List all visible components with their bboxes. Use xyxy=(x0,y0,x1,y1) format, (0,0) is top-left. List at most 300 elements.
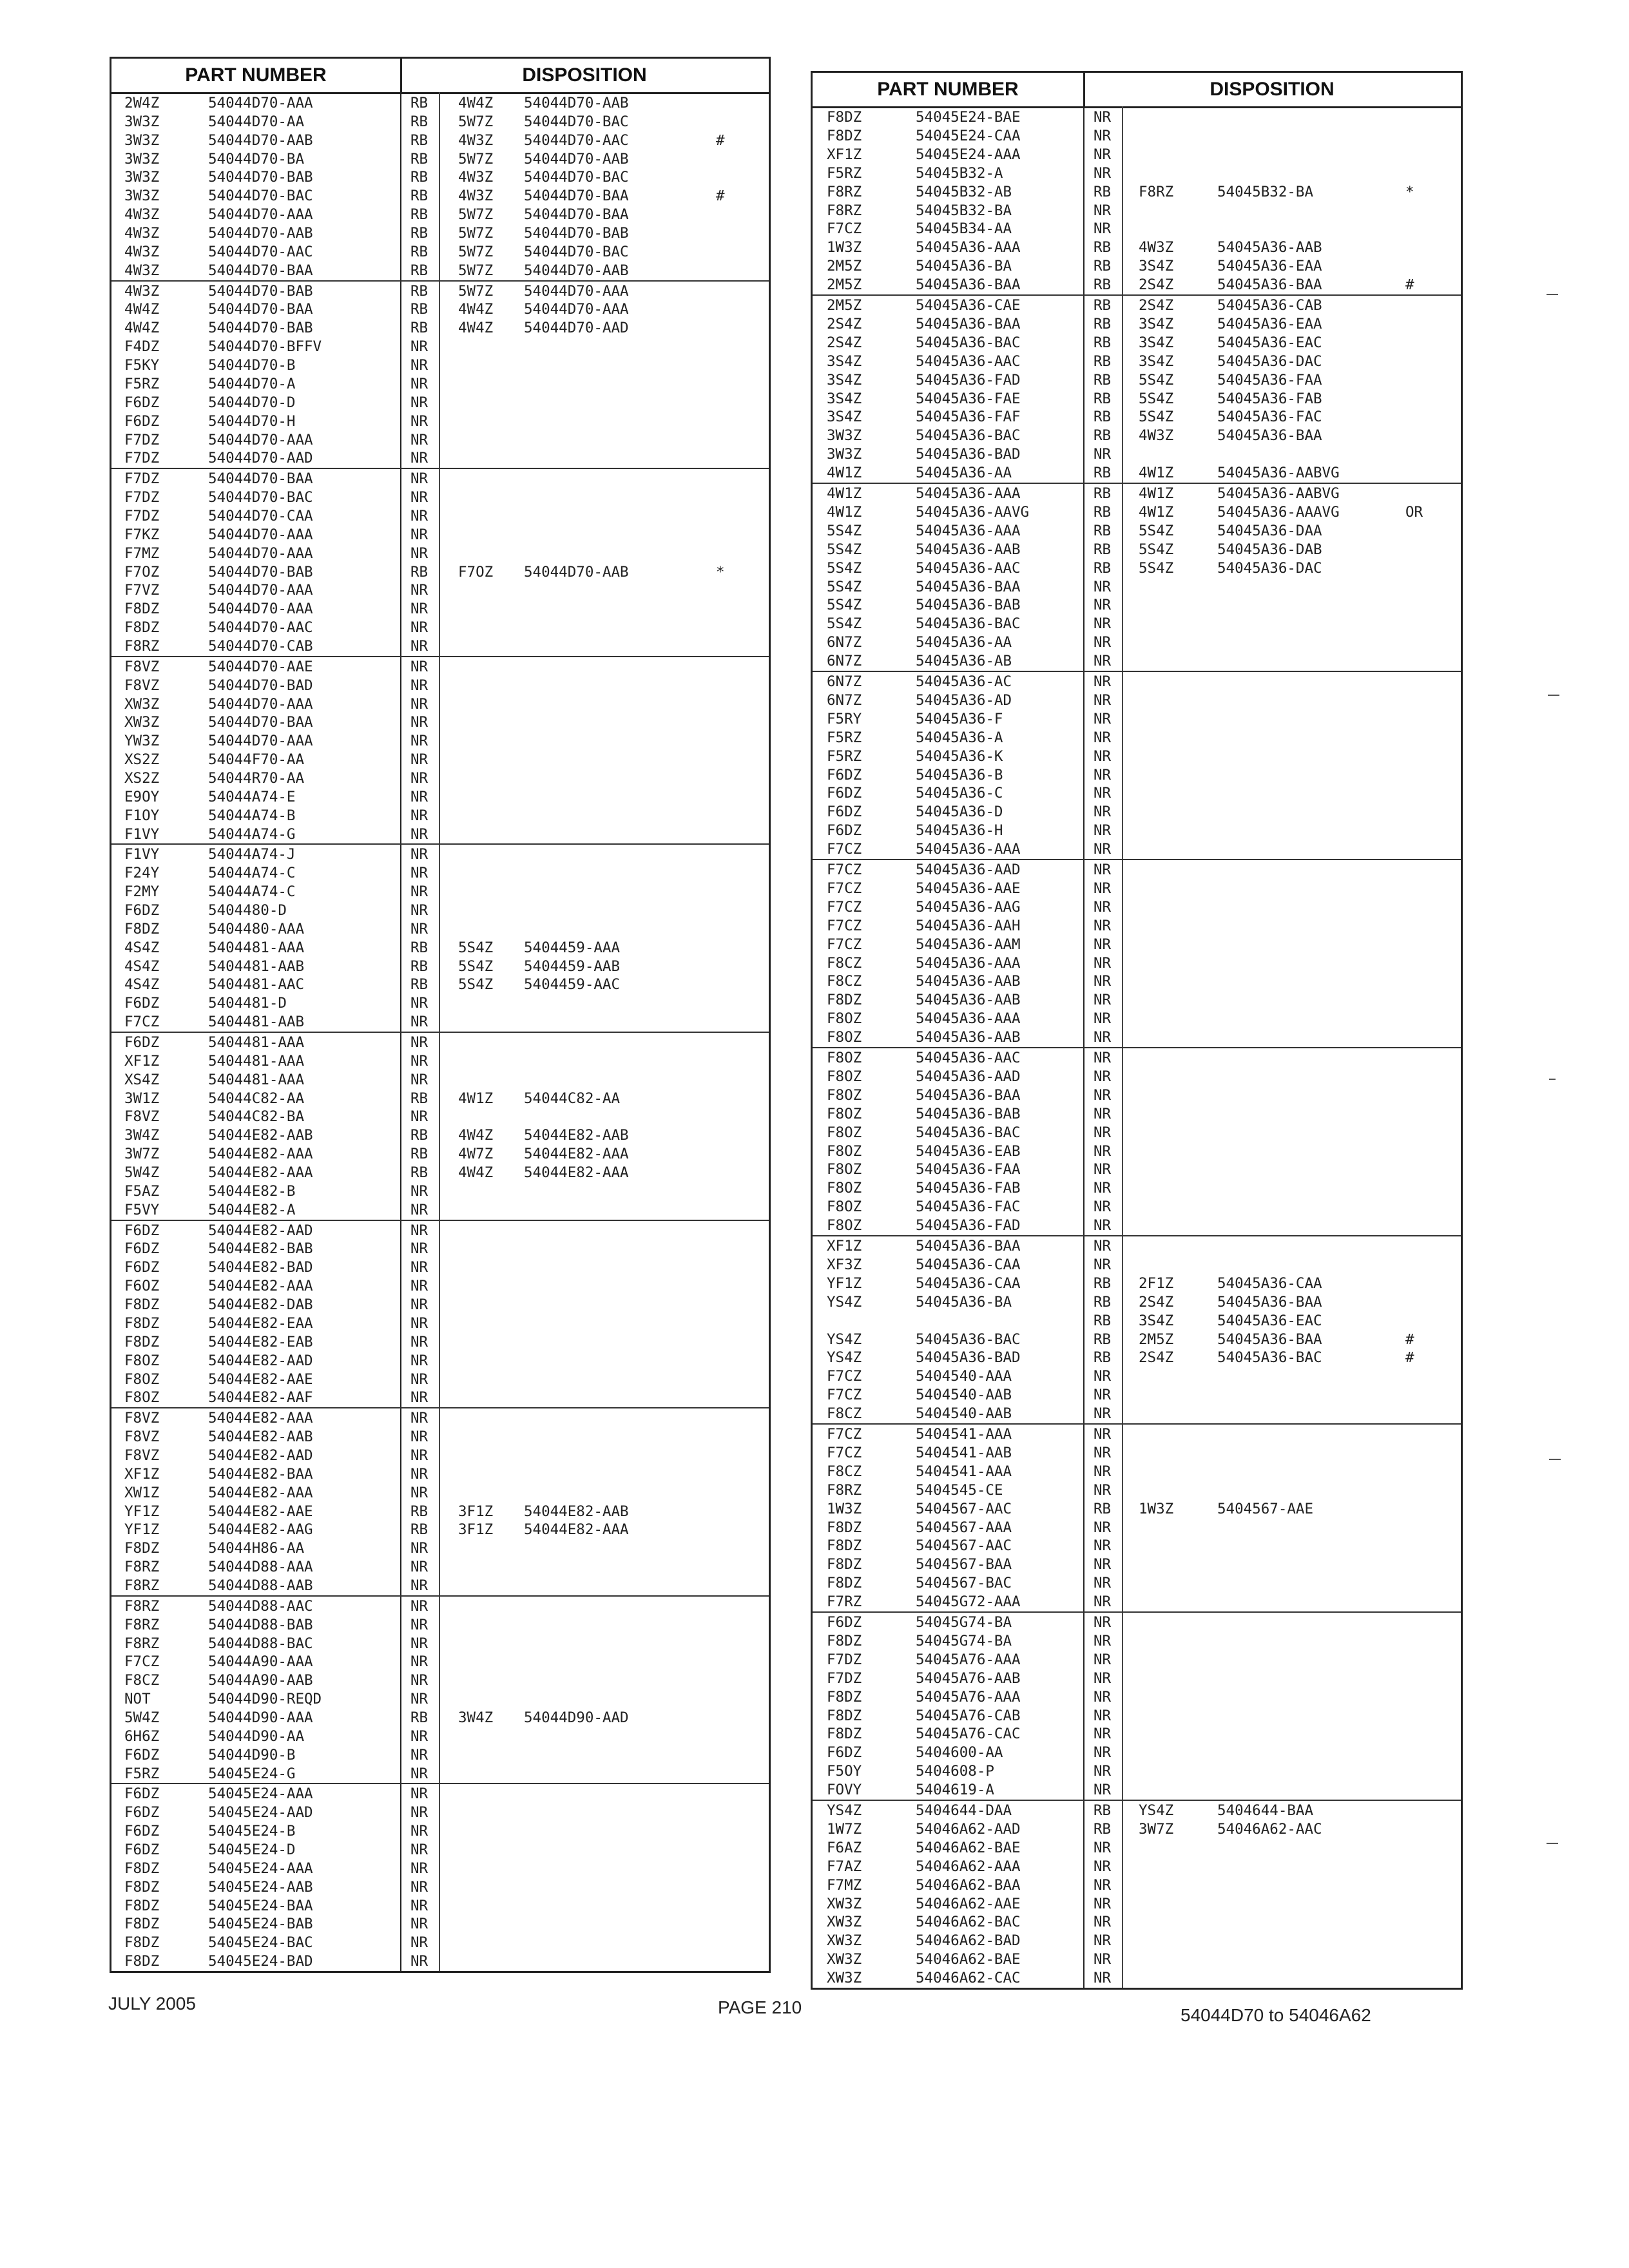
disposition-code: NR xyxy=(1094,1951,1112,1968)
disposition-code: RB xyxy=(410,131,429,149)
disposition-code: NR xyxy=(410,1897,429,1914)
table-row xyxy=(111,1841,769,1860)
part-number: 54045A36-AAM xyxy=(916,936,1021,953)
vehicle-code: 4W3Z xyxy=(124,225,160,242)
table-row xyxy=(813,596,1461,615)
replacement-vehicle-code: 3F1Z xyxy=(458,1503,494,1520)
disposition-code: NR xyxy=(410,412,429,430)
part-number: 54044E82-AAD xyxy=(208,1446,313,1464)
part-number: 54046A62-BAD xyxy=(916,1932,1021,1950)
table-row xyxy=(111,1822,769,1841)
part-number: 54045A36-AAA xyxy=(916,954,1021,972)
table-row xyxy=(111,113,769,131)
disposition-code: NR xyxy=(1094,1050,1112,1066)
part-number: 54044F70-AA xyxy=(208,751,305,769)
vehicle-code: 2S4Z xyxy=(827,315,862,332)
part-number: 54045A36-AAA xyxy=(916,522,1021,539)
part-number: 54045A36-FAD xyxy=(916,1217,1021,1235)
part-number: 54044D88-AAA xyxy=(208,1559,313,1576)
vehicle-code: F7AZ xyxy=(827,1858,862,1875)
part-number: 54044D70-AAE xyxy=(208,658,313,675)
vehicle-code: F8RZ xyxy=(124,1559,160,1576)
part-number: 54045E24-AAA xyxy=(916,146,1021,163)
replacement-part-number: 54044E82-AAA xyxy=(524,1164,629,1182)
replacement-part-number: 54046A62-AAC xyxy=(1217,1820,1322,1838)
table-row xyxy=(111,1690,769,1709)
table-row xyxy=(813,633,1461,652)
table-row xyxy=(111,1222,769,1240)
table-row xyxy=(813,1010,1461,1028)
part-number: 5404481-AAA xyxy=(208,1052,305,1070)
replacement-vehicle-code: 4W4Z xyxy=(458,1164,494,1182)
disposition-code: NR xyxy=(410,601,429,618)
vehicle-code: F5RZ xyxy=(124,375,160,392)
table-row xyxy=(813,296,1461,315)
note-mark: # xyxy=(1405,1331,1414,1348)
disposition-code: NR xyxy=(410,788,429,805)
part-number: 54045A36-BAD xyxy=(916,1349,1021,1367)
vehicle-code: F6DZ xyxy=(827,766,862,783)
row-group xyxy=(813,671,1461,860)
replacement-vehicle-code: 1W3Z xyxy=(1139,1500,1174,1517)
part-number: 54045A36-AA xyxy=(916,465,1012,482)
replacement-vehicle-code: 2S4Z xyxy=(1139,1293,1174,1311)
part-number: 54045A36-AAE xyxy=(916,879,1021,897)
vehicle-code: 2W4Z xyxy=(124,95,160,111)
vehicle-code: 5W4Z xyxy=(124,1164,160,1182)
replacement-part-number: 54044E82-AAA xyxy=(524,1146,629,1163)
table-row xyxy=(111,563,769,582)
part-number: 54044D88-AAB xyxy=(208,1577,313,1595)
replacement-vehicle-code: 5W7Z xyxy=(458,243,494,260)
disposition-code: NR xyxy=(410,1540,429,1557)
disposition-code: RB xyxy=(410,1127,429,1144)
vehicle-code: F7MZ xyxy=(124,544,160,562)
disposition-code: RB xyxy=(1094,1331,1112,1348)
disposition-code: RB xyxy=(1094,1293,1112,1311)
disposition-code: NR xyxy=(1094,146,1112,163)
vehicle-code: F7DZ xyxy=(124,450,160,467)
vehicle-code: F7CZ xyxy=(827,841,862,858)
part-number: 54045A36-AAC xyxy=(916,1050,1021,1066)
disposition-code: NR xyxy=(410,1953,429,1970)
disposition-code: NR xyxy=(410,1296,429,1314)
table-row xyxy=(111,1897,769,1916)
part-number: 54044C82-AA xyxy=(208,1090,305,1107)
disposition-code: RB xyxy=(410,150,429,168)
part-number: 54045A36-BAA xyxy=(916,1086,1021,1104)
replacement-part-number: 5404459-AAA xyxy=(524,939,621,956)
vehicle-code: F8VZ xyxy=(124,677,160,694)
table-row xyxy=(813,315,1461,334)
replacement-part-number: 54045A36-DAC xyxy=(1217,559,1322,577)
part-number: 54045A36-D xyxy=(916,803,1003,821)
part-number: 54044D70-AAA xyxy=(208,206,313,224)
part-number: 54045A76-CAB xyxy=(916,1707,1021,1724)
row-group xyxy=(111,92,769,282)
replacement-vehicle-code: 2F1Z xyxy=(1139,1274,1174,1292)
disposition-code: NR xyxy=(410,338,429,356)
vehicle-code: F7DZ xyxy=(124,431,160,448)
vehicle-code: F7KZ xyxy=(124,526,160,543)
table-row xyxy=(111,1746,769,1765)
part-number: 54044D70-B xyxy=(208,357,296,374)
part-number: 54045A36-AAVG xyxy=(916,503,1030,521)
table-row xyxy=(111,1352,769,1370)
part-number: 54044A74-E xyxy=(208,788,296,805)
disposition-code: NR xyxy=(1094,973,1112,990)
replacement-part-number: 54044D70-BAB xyxy=(524,225,629,242)
replacement-vehicle-code: 5S4Z xyxy=(1139,559,1174,577)
replacement-vehicle-code: 4W4Z xyxy=(458,1127,494,1144)
part-number: 54045E24-BAB xyxy=(208,1916,313,1933)
replacement-vehicle-code: 4W3Z xyxy=(458,169,494,186)
table-row xyxy=(111,1671,769,1690)
table-row xyxy=(111,1952,769,1971)
replacement-vehicle-code: 3S4Z xyxy=(1139,1312,1174,1329)
part-number: 54045A36-B xyxy=(916,766,1003,783)
disposition-code: RB xyxy=(1094,1312,1112,1329)
vehicle-code: F7DZ xyxy=(124,507,160,524)
disposition-code: RB xyxy=(1094,276,1112,294)
table-row xyxy=(111,1539,769,1558)
replacement-vehicle-code: 5W7Z xyxy=(458,206,494,224)
table-row xyxy=(813,1688,1461,1707)
table-row xyxy=(813,766,1461,785)
table-row xyxy=(111,1071,769,1090)
vehicle-code: F8OZ xyxy=(827,1142,862,1160)
disposition-code: NR xyxy=(410,714,429,731)
disposition-code: RB xyxy=(410,225,429,242)
part-number: 54044D70-BAA xyxy=(208,714,313,731)
vehicle-code: F5AZ xyxy=(124,1182,160,1200)
table-row xyxy=(111,1013,769,1032)
disposition-code: NR xyxy=(1094,1387,1112,1404)
vehicle-code: 3S4Z xyxy=(827,352,862,370)
part-number: 54045A36-K xyxy=(916,747,1003,765)
replacement-part-number: 54045A36-FAA xyxy=(1217,371,1322,389)
part-number: 54045B32-A xyxy=(916,164,1003,182)
vehicle-code: F7CZ xyxy=(827,1387,862,1404)
table-row xyxy=(111,864,769,883)
row-group xyxy=(111,656,769,845)
part-number: 54044D70-A xyxy=(208,375,296,392)
part-number: 54044A74-B xyxy=(208,807,296,824)
replacement-vehicle-code: 4W3Z xyxy=(458,187,494,205)
table-row xyxy=(111,1521,769,1539)
part-number: 54045A36-FAF xyxy=(916,408,1021,426)
vehicle-code: YF1Z xyxy=(124,1521,160,1539)
table-row xyxy=(111,356,769,375)
part-number: 54044E82-AAB xyxy=(208,1127,313,1144)
vehicle-code: F8DZ xyxy=(827,1575,862,1592)
table-row xyxy=(813,1463,1461,1481)
part-number: 5404481-AAA xyxy=(208,1071,305,1088)
vehicle-code: F8DZ xyxy=(124,1953,160,1970)
replacement-vehicle-code: 4W1Z xyxy=(458,1090,494,1107)
disposition-code: RB xyxy=(410,206,429,224)
disposition-code: RB xyxy=(1094,371,1112,389)
vehicle-code: F7CZ xyxy=(827,1426,862,1443)
disposition-code: NR xyxy=(1094,917,1112,934)
vehicle-code: F6DZ xyxy=(827,822,862,840)
disposition-code: NR xyxy=(1094,1238,1112,1254)
row-group xyxy=(111,468,769,657)
vehicle-code: F8RZ xyxy=(124,1597,160,1615)
table-row xyxy=(813,1669,1461,1688)
replacement-vehicle-code: 5S4Z xyxy=(1139,408,1174,426)
table-row xyxy=(111,1296,769,1314)
replacement-part-number: 54044D70-BAC xyxy=(524,169,629,186)
part-number: 54044D70-AAA xyxy=(208,431,313,448)
vehicle-code: F8RZ xyxy=(124,1577,160,1595)
table-row xyxy=(111,619,769,637)
part-number: 54045A36-BAC xyxy=(916,615,1021,633)
replacement-vehicle-code: 3S4Z xyxy=(1139,352,1174,370)
vehicle-code: F8DZ xyxy=(124,1878,160,1896)
replacement-vehicle-code: 5S4Z xyxy=(458,976,494,994)
vehicle-code: 6N7Z xyxy=(827,634,862,651)
replacement-part-number: 54044D70-AAC xyxy=(524,131,629,149)
replacement-vehicle-code: 4W3Z xyxy=(1139,427,1174,445)
table-row xyxy=(813,371,1461,390)
part-number: 54045A36-AAA xyxy=(916,485,1021,502)
table-row xyxy=(111,1860,769,1878)
table-row xyxy=(813,673,1461,691)
replacement-vehicle-code: 5W7Z xyxy=(458,150,494,168)
disposition-code: RB xyxy=(1094,258,1112,275)
part-number: 5404481-AAB xyxy=(208,957,305,975)
table-row xyxy=(813,1876,1461,1895)
disposition-code: NR xyxy=(1094,202,1112,219)
disposition-code: NR xyxy=(1094,1180,1112,1197)
table-row xyxy=(111,206,769,224)
replacement-vehicle-code: 4W4Z xyxy=(458,320,494,337)
table-row xyxy=(813,1256,1461,1274)
table-row xyxy=(111,957,769,976)
vehicle-code: 5S4Z xyxy=(827,541,862,558)
disposition-code: RB xyxy=(410,113,429,130)
disposition-code: NR xyxy=(1094,1707,1112,1724)
replacement-part-number: 54044E82-AAB xyxy=(524,1127,629,1144)
vehicle-code: F8OZ xyxy=(827,1050,862,1066)
table-row xyxy=(111,282,769,301)
part-number: 54045A36-BAC xyxy=(916,1124,1021,1141)
part-number: 54045B34-AA xyxy=(916,220,1012,238)
table-row xyxy=(111,751,769,769)
table-row xyxy=(111,1803,769,1822)
table-row xyxy=(813,822,1461,840)
table-row xyxy=(813,691,1461,710)
disposition-code: NR xyxy=(1094,578,1112,595)
part-number: 54044E82-AAD xyxy=(208,1222,313,1239)
disposition-code: NR xyxy=(1094,1932,1112,1950)
table-row xyxy=(813,1105,1461,1124)
disposition-code: RB xyxy=(1094,485,1112,502)
vehicle-code: F6DZ xyxy=(124,1841,160,1858)
vehicle-code: 4W3Z xyxy=(124,262,160,279)
disposition-code: NR xyxy=(1094,936,1112,953)
replacement-vehicle-code: 4W4Z xyxy=(458,301,494,318)
disposition-code: NR xyxy=(1094,803,1112,821)
disposition-code: NR xyxy=(1094,1537,1112,1555)
disposition-code: RB xyxy=(410,563,429,581)
disposition-code: NR xyxy=(410,1182,429,1200)
row-group xyxy=(111,1783,769,1971)
part-number: 54044D70-BAA xyxy=(208,262,313,279)
replacement-part-number: 5404459-AAB xyxy=(524,957,621,975)
disposition-code: RB xyxy=(1094,315,1112,332)
row-group xyxy=(813,1423,1461,1613)
table-row xyxy=(813,1555,1461,1574)
table-row xyxy=(111,544,769,563)
disposition-code: NR xyxy=(1094,1217,1112,1235)
disposition-code: NR xyxy=(410,582,429,599)
vehicle-code: F6DZ xyxy=(827,803,862,821)
table-row xyxy=(813,954,1461,973)
part-number: 54045A36-AAA xyxy=(916,1010,1021,1028)
vehicle-code: F8DZ xyxy=(827,1556,862,1573)
table-row xyxy=(813,1725,1461,1744)
replacement-part-number: 54045A36-CAA xyxy=(1217,1274,1322,1292)
vehicle-code: F5VY xyxy=(124,1201,160,1218)
vehicle-code: F8OZ xyxy=(827,1198,862,1216)
disposition-code: NR xyxy=(1094,1914,1112,1931)
vehicle-code: F8VZ xyxy=(124,1446,160,1464)
vehicle-code: XW3Z xyxy=(827,1970,862,1987)
replacement-vehicle-code: F7OZ xyxy=(458,563,494,581)
replacement-vehicle-code: 3F1Z xyxy=(458,1521,494,1539)
disposition-code: RB xyxy=(410,957,429,975)
disposition-code: NR xyxy=(1094,164,1112,182)
vehicle-code: 4W1Z xyxy=(827,485,862,502)
part-number: 54045E24-B xyxy=(208,1823,296,1840)
table-row xyxy=(813,1293,1461,1312)
replacement-part-number: 54045A36-BAA xyxy=(1217,1293,1322,1311)
part-number-header: PART NUMBER xyxy=(185,64,327,86)
table-row xyxy=(813,1932,1461,1950)
table-row xyxy=(813,541,1461,559)
disposition-code: NR xyxy=(410,357,429,374)
disposition-code: RB xyxy=(1094,1349,1112,1367)
table-row xyxy=(813,1049,1461,1068)
vehicle-code: F8DZ xyxy=(827,1519,862,1536)
table-row xyxy=(813,334,1461,352)
table-row xyxy=(813,1744,1461,1762)
vehicle-code: XW3Z xyxy=(124,714,160,731)
replacement-part-number: 54045B32-BA xyxy=(1217,183,1314,200)
replacement-part-number: 54045A36-DAA xyxy=(1217,522,1322,539)
vehicle-code: F24Y xyxy=(124,865,160,882)
table-row xyxy=(813,390,1461,408)
part-number: 54044D70-BAB xyxy=(208,563,313,581)
table-row xyxy=(111,1727,769,1746)
vehicle-code: F8DZ xyxy=(827,1632,862,1649)
disposition-code: NR xyxy=(1094,1744,1112,1762)
part-number: 5404480-AAA xyxy=(208,920,305,937)
replacement-part-number: 54044D70-BAA xyxy=(524,206,629,224)
vehicle-code: 2M5Z xyxy=(827,297,862,314)
vehicle-code: F8DZ xyxy=(124,601,160,618)
vehicle-code: F6DZ xyxy=(124,1804,160,1821)
vehicle-code: 3W3Z xyxy=(124,187,160,205)
table-row xyxy=(111,1653,769,1671)
part-number: 54045E24-G xyxy=(208,1765,296,1782)
disposition-code: NR xyxy=(1094,673,1112,690)
table-row xyxy=(813,1950,1461,1969)
table-row xyxy=(111,375,769,394)
vehicle-code: F6DZ xyxy=(124,412,160,430)
table-row xyxy=(111,732,769,751)
part-number: 54044E82-AAA xyxy=(208,1410,313,1427)
disposition-code: NR xyxy=(1094,1575,1112,1592)
vehicle-code: F8VZ xyxy=(124,1410,160,1427)
table-row xyxy=(111,131,769,150)
part-number: 5404540-AAB xyxy=(916,1387,1012,1404)
table-row xyxy=(111,300,769,319)
replacement-vehicle-code: F8RZ xyxy=(1139,183,1174,200)
replacement-vehicle-code: 5W7Z xyxy=(458,225,494,242)
table-row xyxy=(111,845,769,864)
vehicle-code: F8RZ xyxy=(827,1481,862,1499)
vehicle-code: F7DZ xyxy=(124,470,160,488)
vehicle-code: F8DZ xyxy=(124,1897,160,1914)
disposition-code: NR xyxy=(1094,1593,1112,1611)
note-mark: * xyxy=(716,563,725,581)
replacement-part-number: 54045A36-EAC xyxy=(1217,334,1322,351)
part-number: 54045A36-FAB xyxy=(916,1180,1021,1197)
margin-mark xyxy=(1548,695,1559,696)
part-number: 54044D70-AA xyxy=(208,113,305,130)
table-row xyxy=(813,127,1461,146)
vehicle-code: F7CZ xyxy=(124,1653,160,1671)
disposition-code: NR xyxy=(410,1071,429,1088)
vehicle-code: F7DZ xyxy=(827,1669,862,1687)
table-row xyxy=(813,146,1461,164)
part-number: 54044E82-AAB xyxy=(208,1428,313,1446)
table-row xyxy=(813,936,1461,954)
disposition-code: NR xyxy=(1094,785,1112,802)
vehicle-code: F8CZ xyxy=(124,1672,160,1689)
replacement-vehicle-code: 5S4Z xyxy=(1139,371,1174,389)
disposition-code: NR xyxy=(410,1823,429,1840)
vehicle-code: F8OZ xyxy=(827,1068,862,1085)
disposition-code: NR xyxy=(1094,1763,1112,1780)
part-number: 54045A36-A xyxy=(916,729,1003,746)
vehicle-code: XW3Z xyxy=(827,1914,862,1931)
disposition-code: NR xyxy=(1094,822,1112,840)
part-number: 5404608-P xyxy=(916,1763,994,1780)
table-row xyxy=(813,220,1461,238)
part-number: 54044E82-BAD xyxy=(208,1259,313,1276)
disposition-code: RB xyxy=(410,243,429,260)
part-number: 5404567-AAC xyxy=(916,1500,1012,1517)
vehicle-code: F8OZ xyxy=(124,1389,160,1407)
disposition-code: NR xyxy=(1094,1839,1112,1856)
disposition-code: RB xyxy=(1094,352,1112,370)
disposition-code: NR xyxy=(410,1052,429,1070)
vehicle-code: 3W3Z xyxy=(124,150,160,168)
part-number: 54044D70-BAA xyxy=(208,301,313,318)
table-row xyxy=(111,1409,769,1428)
row-group xyxy=(813,294,1461,484)
disposition-code: RB xyxy=(410,1164,429,1182)
replacement-vehicle-code: 5S4Z xyxy=(1139,522,1174,539)
part-number: 54046A62-AAD xyxy=(916,1820,1021,1838)
vehicle-code: XS4Z xyxy=(124,1071,160,1088)
table-row xyxy=(111,94,769,113)
replacement-part-number: 54045A36-EAA xyxy=(1217,258,1322,275)
